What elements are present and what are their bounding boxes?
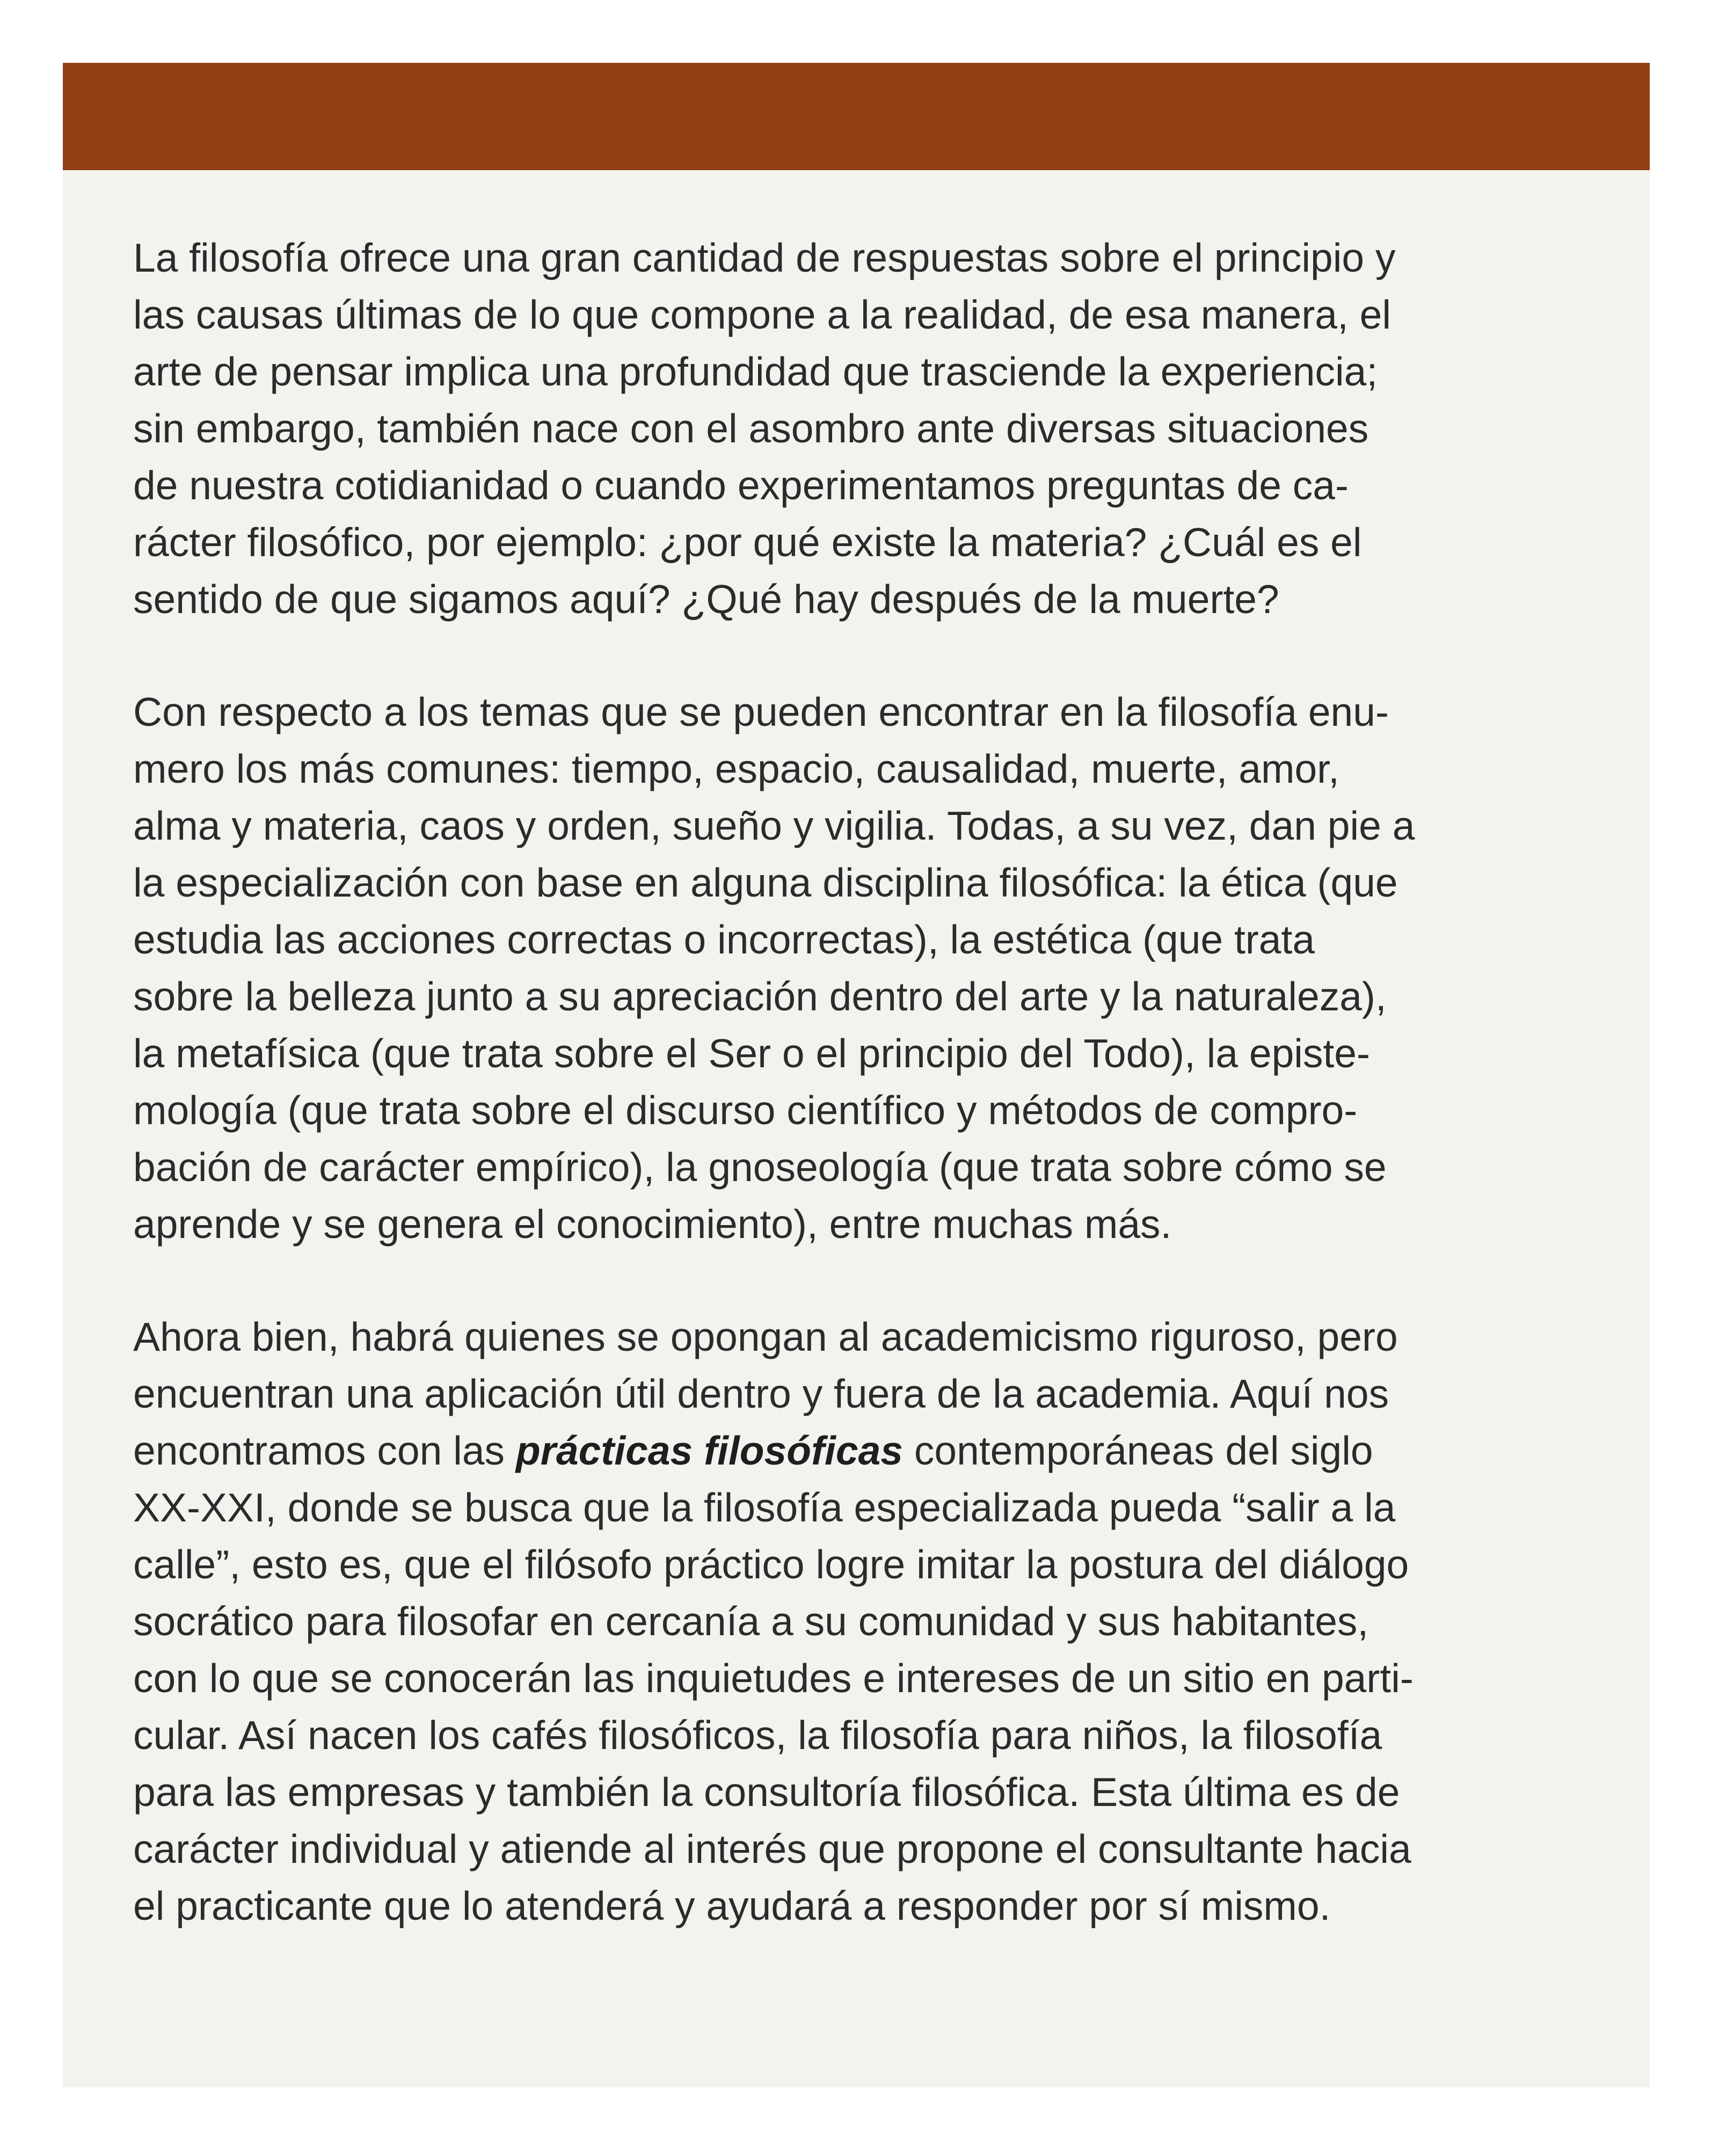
paragraph-3-text-before: Ahora bien, habrá quienes se opongan al academicismo riguroso, pero encuentran una aplicación útil dentro y fuera de la academia. Aquí nos encontramos con las [133, 1314, 1398, 1473]
content-card [63, 63, 1650, 2087]
paragraph-2: Con respecto a los temas que se pueden encontrar en la filosofía enu- mero los más comunes: tiempo, espacio, causalidad, muerte, amor, alma y materia, caos y orden, sueño y vigilia. Todas, a su vez, dan pie a la especialización con base en alguna disciplina filosófica: la ética (que estudia las acciones correctas o incorrectas), la estética (que trata sobre la belleza junto a su apreciación dentro del arte y la naturaleza), la metafísica (que trata sobre el Ser o el principio del Todo), la episte- mología (que trata sobre el discurso científico y métodos de compro- bación de carácter empírico), la gnoseología (que trata sobre cómo se aprende y se genera el conocimiento), entre muchas más. [133, 689, 1415, 1247]
paragraph-1: La filosofía ofrece una gran cantidad de respuestas sobre el principio y las causas últimas de lo que compone a la realidad, de esa manera, el arte de pensar implica una profundidad que trasciende la experiencia; sin embargo, también nace con el asombro ante diversas situaciones de nuestra cotidianidad o cuando experimentamos preguntas de ca- rácter filosófico, por ejemplo: ¿por qué existe la materia? ¿Cuál es el sentido de que sigamos aquí? ¿Qué hay después de la muerte? [133, 235, 1396, 622]
emphasis-practicas-filosoficas: prácticas filosóficas [515, 1428, 904, 1473]
paragraph-3-text-after: contemporáneas del siglo XX-XXI, donde se busca que la filosofía especializada pueda “salir a la calle”, esto es, que el filósofo práctico logre imitar la postura del diálogo socrático para filosofar en cercanía a su comunidad y sus habitantes, con lo que se conocerán las inquietudes e intereses de un sitio en parti- cular. Así nacen los cafés filosóficos, la filosofía para niños, la filosofía para las empresas y también la consultoría filosófica. Esta última es de carácter individual y atiende al interés que propone el consultante hacia el practicante que lo atenderá y ayudará a responder por sí mismo. [133, 1428, 1414, 1928]
body-text [133, 229, 1579, 1934]
paragraph-3 [133, 1308, 1579, 1934]
header-bar [63, 63, 1650, 170]
